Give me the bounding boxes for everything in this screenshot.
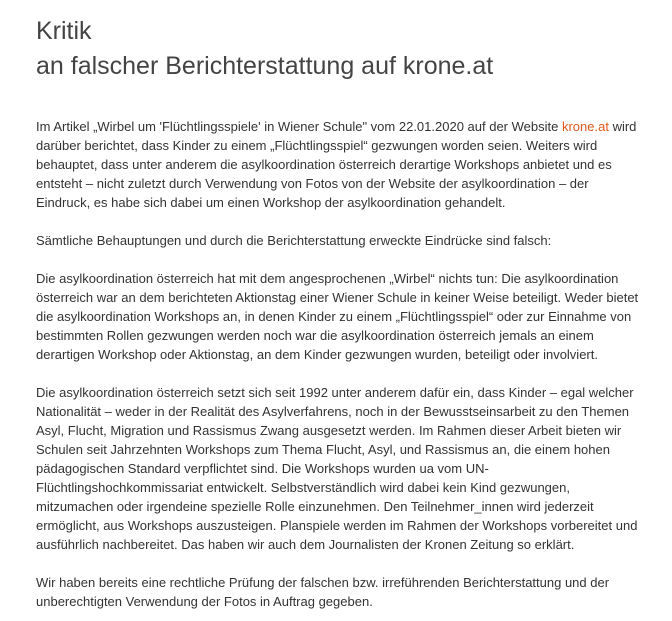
page-title-line-1: Kritik [36, 17, 92, 45]
krone-link[interactable]: krone.at [561, 119, 609, 134]
page-title [36, 14, 644, 84]
paragraph-5: Wir haben bereits eine rechtliche Prüfung der falschen bzw. irreführenden Berichterstattung und der unberechtigten Verwendung der Fotos in Auftrag gegeben. [36, 575, 610, 609]
article-body [36, 117, 644, 611]
paragraph-3: Die asylkoordination österreich hat mit dem angesprochenen „Wirbel“ nichts tun: Die asylkoordination österreich war an dem berichteten Aktionstag einer Wiener Schule in keiner Weise beteiligt. Weder bietet die asylkoordination Workshops an, in denen Kinder zu einem „Flüchtlingsspiel“ oder zur Einnahme von bestimmten Rollen gezwungen werden noch war die asylkoordination österreich jemals an einem derartigen Workshop oder Aktionstag, an dem Kinder gezwungen wurden, beteiligt oder involviert. [36, 271, 639, 362]
paragraph-1-intro: Im Artikel „Wirbel um 'Flüchtlingsspiele' in Wiener Schule" vom 22.01.2020 auf der Website [36, 119, 562, 134]
paragraph-2: Sämtliche Behauptungen und durch die Berichterstattung erweckte Eindrücke sind falsch: [36, 233, 552, 248]
paragraph-1 [36, 117, 644, 212]
page-title-line-2: an falscher Berichterstattung auf krone.at [36, 52, 494, 80]
paragraph-1-rest: wird darüber berichtet, dass Kinder zu einem „Flüchtlingsspiel“ gezwungen worden seien. Weiters wird behauptet, dass unter anderem die asylkoordination österreich derartige Workshops anbietet und es entsteht – nicht zuletzt durch Verwendung von Fotos von der Website der asylkoordination – der Eindruck, es habe sich dabei um einen Workshop der asylkoordination gehandelt. [36, 119, 637, 210]
paragraph-4: Die asylkoordination österreich setzt sich seit 1992 unter anderem dafür ein, dass Kinder – egal welcher Nationalität – weder in der Realität des Asylverfahrens, noch in der Bewusstseinsarbeit zu den Themen Asyl, Flucht, Migration und Rassismus Zwang ausgesetzt werden. Im Rahmen dieser Arbeit bieten wir Schulen seit Jahrzehnten Workshops zum Thema Flucht, Asyl, und Rassismus an, die einem hohen pädagogischen Standard verpflichtet sind. Die Workshops wurden ua vom UN-Flüchtlingshochkommissariat entwickelt. Selbstverständlich wird dabei kein Kind gezwungen, mitzumachen oder irgendeine spezielle Rolle einzunehmen. Den Teilnehmer_innen wird jederzeit ermöglicht, aus Workshops auszusteigen. Planspiele werden im Rahmen der Workshops vorbereitet und ausführlich nachbereitet. Das haben wir auch dem Journalisten der Kronen Zeitung so erklärt. [36, 385, 638, 552]
